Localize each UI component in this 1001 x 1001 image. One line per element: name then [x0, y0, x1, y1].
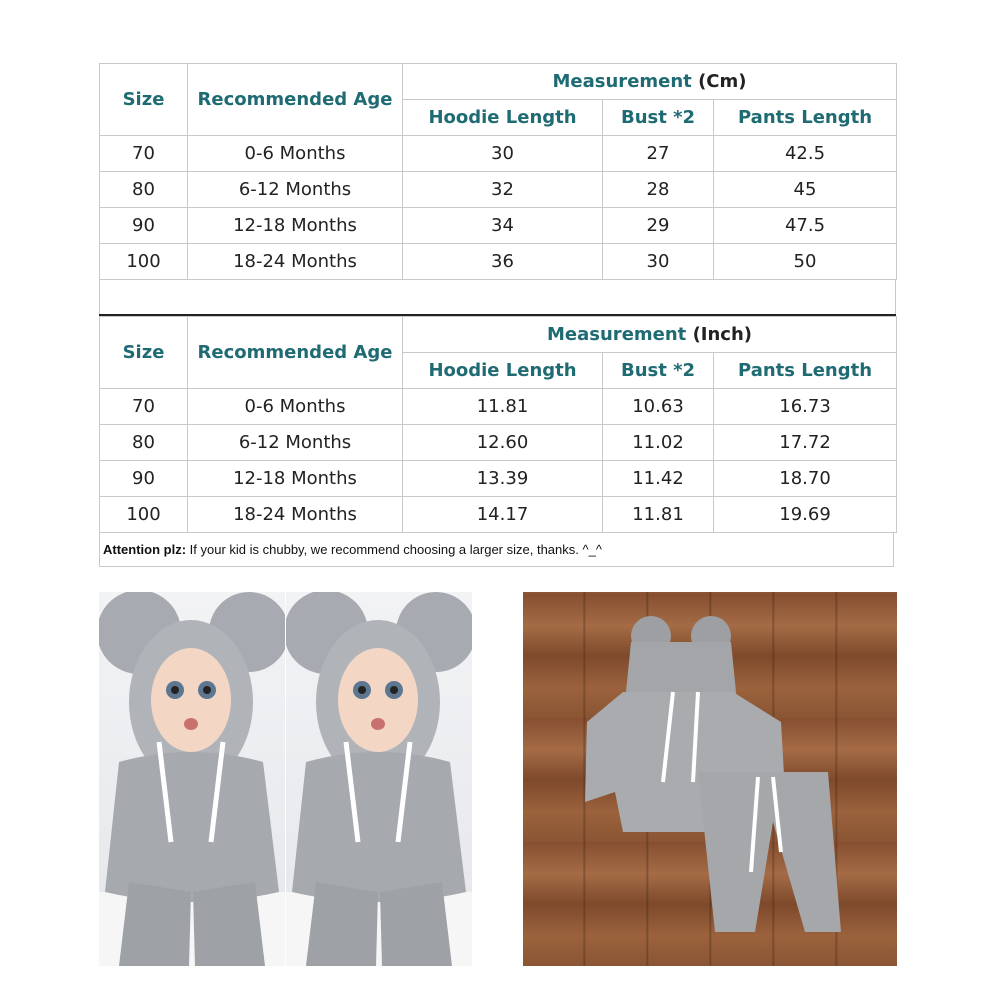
cell-hoodie: 30 [403, 136, 603, 172]
cell-size: 80 [100, 172, 188, 208]
header-pants-length: Pants Length [714, 353, 897, 389]
header-measurement [403, 64, 897, 100]
table-row [100, 425, 897, 461]
size-table-cm [99, 63, 897, 280]
measurement-label: Measurement [552, 71, 692, 92]
cell-pants: 47.5 [714, 208, 897, 244]
cell-age: 18-24 Months [188, 497, 403, 533]
cell-size: 90 [100, 208, 188, 244]
cell-age: 18-24 Months [188, 244, 403, 280]
cell-pants: 42.5 [714, 136, 897, 172]
baby-illustration [99, 592, 285, 966]
table-row [100, 172, 897, 208]
cell-size: 70 [100, 389, 188, 425]
table-row [100, 136, 897, 172]
cell-pants: 18.70 [714, 461, 897, 497]
cell-pants: 19.69 [714, 497, 897, 533]
cell-bust: 11.81 [603, 497, 714, 533]
baby-photo-left [99, 592, 285, 966]
outfit-illustration [523, 592, 897, 966]
cell-pants: 45 [714, 172, 897, 208]
table-row [100, 389, 897, 425]
cell-hoodie: 12.60 [403, 425, 603, 461]
table-row [100, 208, 897, 244]
measurement-label: Measurement [547, 324, 687, 345]
cell-hoodie: 11.81 [403, 389, 603, 425]
header-pants-length: Pants Length [714, 100, 897, 136]
header-bust: Bust *2 [603, 100, 714, 136]
note-text: If your kid is chubby, we recommend choosing a larger size, thanks. ^_^ [186, 542, 602, 557]
cell-hoodie: 36 [403, 244, 603, 280]
outfit-flatlay-photo [523, 592, 897, 966]
table-spacer [99, 279, 896, 314]
measurement-unit: (Cm) [698, 71, 747, 92]
cell-size: 80 [100, 425, 188, 461]
baby-photo-right [286, 592, 472, 966]
header-measurement [403, 317, 897, 353]
cell-hoodie: 13.39 [403, 461, 603, 497]
measurement-unit: (Inch) [692, 324, 753, 345]
header-hoodie-length: Hoodie Length [403, 100, 603, 136]
header-bust: Bust *2 [603, 353, 714, 389]
cell-age: 12-18 Months [188, 208, 403, 244]
cell-age: 12-18 Months [188, 461, 403, 497]
note-label: Attention plz: [103, 542, 187, 557]
cell-age: 6-12 Months [188, 172, 403, 208]
cell-pants: 17.72 [714, 425, 897, 461]
table-row [100, 244, 897, 280]
header-size: Size [100, 317, 188, 389]
table-row [100, 497, 897, 533]
cell-size: 70 [100, 136, 188, 172]
cell-age: 6-12 Months [188, 425, 403, 461]
cell-hoodie: 14.17 [403, 497, 603, 533]
header-recommended-age: Recommended Age [188, 317, 403, 389]
cell-size: 100 [100, 244, 188, 280]
cell-bust: 10.63 [603, 389, 714, 425]
cell-hoodie: 34 [403, 208, 603, 244]
cell-bust: 28 [603, 172, 714, 208]
size-table-inch [99, 316, 897, 533]
cell-hoodie: 32 [403, 172, 603, 208]
table-row [100, 461, 897, 497]
cell-bust: 27 [603, 136, 714, 172]
cell-pants: 16.73 [714, 389, 897, 425]
header-size: Size [100, 64, 188, 136]
cell-pants: 50 [714, 244, 897, 280]
cell-size: 100 [100, 497, 188, 533]
cell-bust: 29 [603, 208, 714, 244]
header-recommended-age: Recommended Age [188, 64, 403, 136]
header-hoodie-length: Hoodie Length [403, 353, 603, 389]
cell-size: 90 [100, 461, 188, 497]
cell-age: 0-6 Months [188, 389, 403, 425]
cell-bust: 30 [603, 244, 714, 280]
cell-bust: 11.42 [603, 461, 714, 497]
baby-illustration [286, 592, 472, 966]
cell-age: 0-6 Months [188, 136, 403, 172]
cell-bust: 11.02 [603, 425, 714, 461]
attention-note [99, 532, 894, 567]
